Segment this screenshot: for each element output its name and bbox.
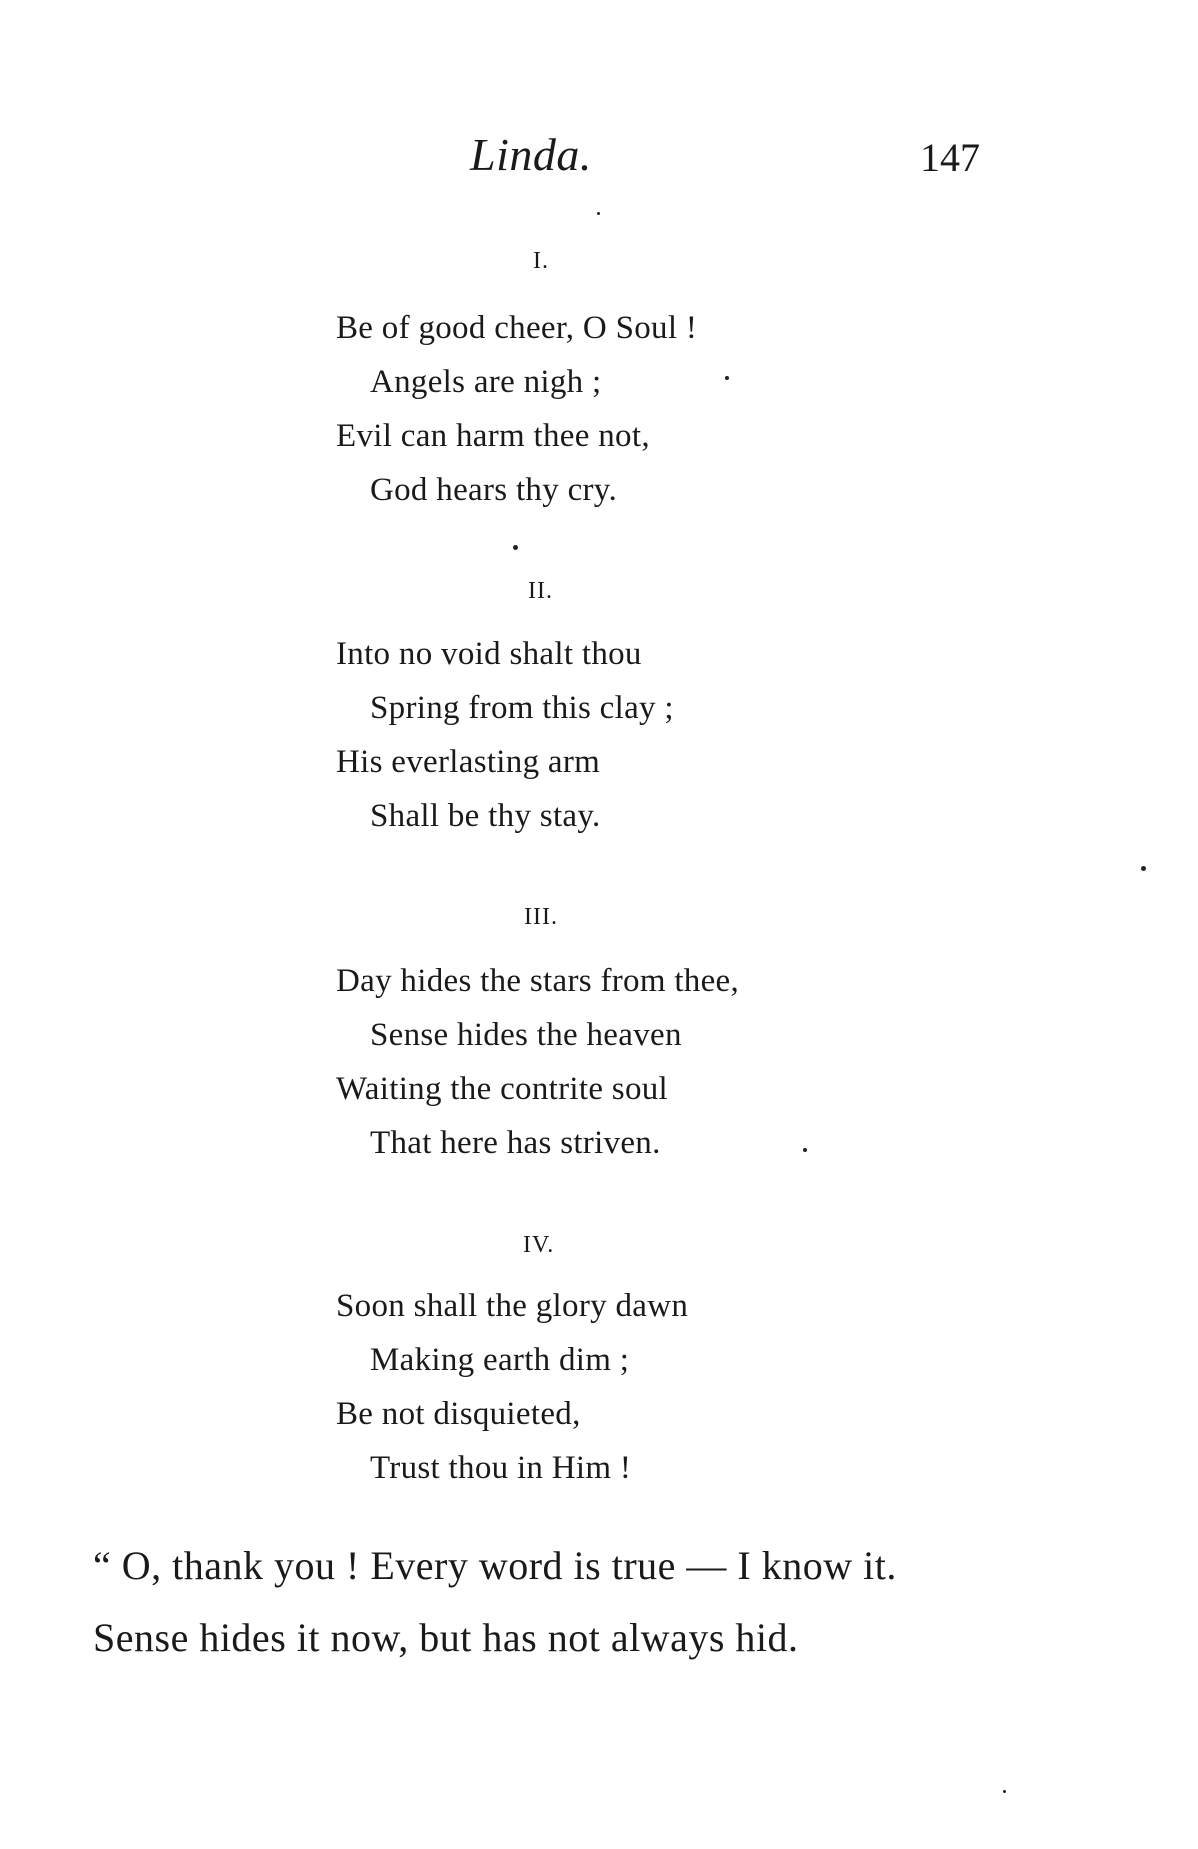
poem-line: Be not disquieted, xyxy=(336,1396,581,1432)
poem-line: Spring from this clay ; xyxy=(370,690,674,726)
poem-line: Soon shall the glory dawn xyxy=(336,1288,689,1324)
page-number: 147 xyxy=(920,135,980,180)
poem-line: That here has striven. xyxy=(370,1125,661,1161)
poem-line: Sense hides the heaven xyxy=(370,1017,682,1053)
stanza-numeral-4: IV. xyxy=(523,1232,555,1258)
poem-line: Into no void shalt thou xyxy=(336,636,642,672)
scan-speck xyxy=(1003,1790,1006,1793)
stanza-numeral-3: III. xyxy=(524,904,558,930)
prose-line: “ O, thank you ! Every word is true — I know it. xyxy=(93,1543,897,1588)
stanza-numeral-2: II. xyxy=(528,578,553,604)
poem-line: Waiting the contrite soul xyxy=(336,1071,669,1107)
poem-line: Angels are nigh ; xyxy=(370,364,602,400)
poem-line: Evil can harm thee not, xyxy=(336,418,650,454)
scan-speck xyxy=(725,376,729,380)
poem-line: God hears thy cry. xyxy=(370,472,618,508)
poem-line: Shall be thy stay. xyxy=(370,798,601,834)
poem-line: Be of good cheer, O Soul ! xyxy=(336,310,698,346)
scan-speck xyxy=(597,212,600,215)
poem-line: Day hides the stars from thee, xyxy=(336,963,740,999)
stanza-numeral-1: I. xyxy=(533,248,549,274)
scan-speck xyxy=(1141,866,1146,871)
prose-line: Sense hides it now, but has not always hid. xyxy=(93,1615,799,1660)
scan-speck xyxy=(803,1148,807,1152)
poem-line: Trust thou in Him ! xyxy=(370,1450,632,1486)
running-head-title: Linda. xyxy=(470,129,592,180)
poem-line: Making earth dim ; xyxy=(370,1342,630,1378)
poem-line: His everlasting arm xyxy=(336,744,601,780)
scan-speck xyxy=(513,545,518,550)
